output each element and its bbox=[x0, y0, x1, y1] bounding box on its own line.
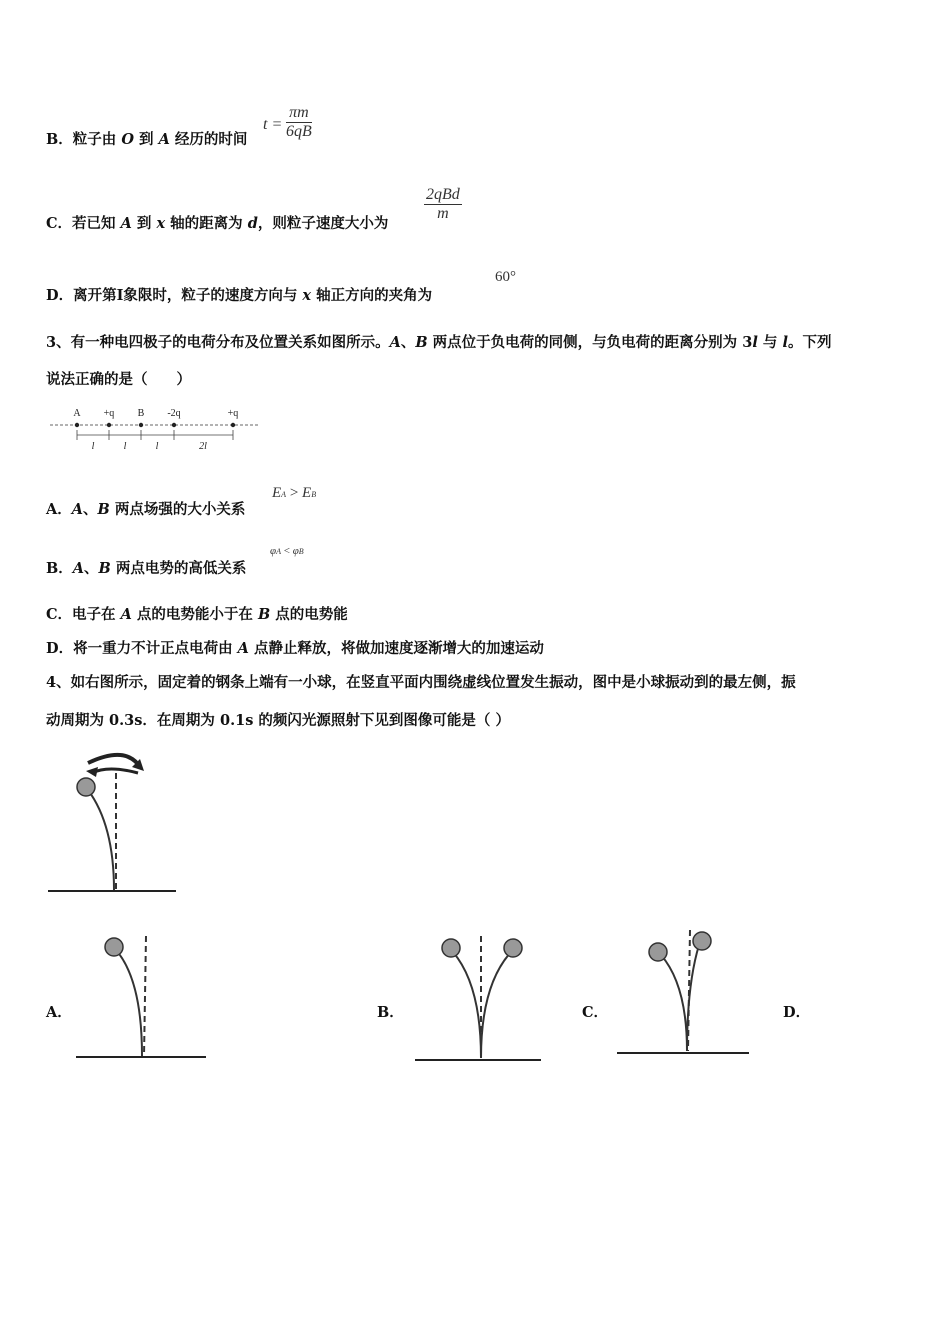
subscript: A bbox=[276, 547, 281, 556]
var-A: A bbox=[72, 560, 85, 577]
label-B: B bbox=[137, 408, 145, 419]
swing-arrow-bottom bbox=[92, 769, 138, 773]
text: 两点位于负电荷的同侧，与负电荷的距离分别为 3 bbox=[427, 334, 753, 351]
ball-left bbox=[649, 943, 667, 961]
fraction-numerator: πm bbox=[289, 104, 309, 121]
time-symbol: t = bbox=[263, 116, 283, 133]
spacing-label: l bbox=[91, 441, 95, 452]
q2-option-c bbox=[46, 212, 388, 233]
var-x: x bbox=[302, 287, 312, 304]
angle-value: 60° bbox=[495, 269, 516, 285]
point-plus-q-1 bbox=[107, 423, 111, 427]
text: 点静止释放，将做加速度逐渐增大的加速运动 bbox=[248, 640, 544, 657]
text: 轴的距离为 bbox=[165, 215, 248, 232]
fraction-numerator: 2qBd bbox=[426, 186, 460, 203]
text: 两点电势的高低关系 bbox=[110, 560, 247, 577]
text: 3、有一种电四极子的电荷分布及位置关系如图所示。 bbox=[46, 334, 390, 351]
text: 到 bbox=[133, 131, 159, 148]
spacing-label: 2l bbox=[199, 441, 207, 452]
steel-rod-right bbox=[481, 952, 511, 1058]
q3-option-b bbox=[46, 557, 246, 578]
option-a-label: A． bbox=[46, 1004, 72, 1021]
field-relation bbox=[272, 485, 316, 502]
point-A bbox=[75, 423, 79, 427]
subscript: B bbox=[311, 490, 317, 499]
symbol-phi: φ bbox=[292, 545, 299, 557]
label-plus-q: +q bbox=[103, 408, 115, 419]
option-b-label: B． bbox=[377, 1004, 404, 1021]
ball bbox=[77, 778, 95, 796]
text: B． bbox=[46, 560, 73, 577]
symbol-phi: φ bbox=[270, 545, 277, 557]
var-A: A bbox=[71, 501, 84, 518]
option-d-label: D． bbox=[783, 1004, 811, 1021]
option-b-figure bbox=[415, 930, 545, 1065]
fraction-denominator: m bbox=[437, 205, 449, 222]
text: 点的电势能 bbox=[270, 606, 348, 623]
point-plus-q-2 bbox=[231, 423, 235, 427]
text: 、 bbox=[400, 334, 416, 351]
text: 轴正方向的夹角为 bbox=[311, 287, 433, 304]
text: 、 bbox=[83, 501, 98, 518]
potential-relation bbox=[270, 545, 304, 557]
q4-stem-line2: 动周期为 0.3s．在周期为 0.1s 的频闪光源照射下见到图像可能是（ ） bbox=[46, 712, 510, 729]
spacing-label: l bbox=[155, 441, 159, 452]
label-plus-q: +q bbox=[227, 408, 239, 419]
var-B: B bbox=[257, 606, 271, 623]
point-B bbox=[139, 423, 143, 427]
text: D．离开第Ⅰ象限时，粒子的速度方向与 bbox=[46, 287, 303, 304]
speed-fraction bbox=[424, 186, 462, 223]
equilibrium-line bbox=[144, 936, 146, 1056]
option-c-figure bbox=[617, 925, 752, 1060]
var-O: O bbox=[121, 131, 134, 148]
text: D．将一重力不计正点电荷由 bbox=[46, 640, 238, 657]
ball bbox=[105, 938, 123, 956]
operator: < bbox=[280, 545, 293, 557]
subscript: B bbox=[298, 547, 304, 556]
symbol-E: E bbox=[272, 485, 282, 501]
ball-right bbox=[504, 939, 522, 957]
var-A: A bbox=[120, 215, 132, 232]
option-c-label: C． bbox=[582, 1004, 609, 1021]
text: 点的电势能小于在 bbox=[131, 606, 258, 623]
var-A: A bbox=[120, 606, 132, 623]
var-l: l bbox=[782, 334, 788, 351]
steel-rod bbox=[88, 790, 114, 890]
text: 经历的时间 bbox=[169, 131, 248, 148]
q3-option-c bbox=[46, 603, 348, 624]
option-a-figure bbox=[76, 930, 208, 1065]
text: A． bbox=[46, 501, 72, 518]
text: 到 bbox=[131, 215, 157, 232]
var-B: B bbox=[97, 501, 110, 518]
text: 。下列 bbox=[787, 334, 832, 351]
var-d: d bbox=[247, 215, 258, 232]
dimension-lines bbox=[77, 430, 233, 440]
steel-rod-left bbox=[453, 952, 481, 1058]
text: 与 bbox=[757, 334, 783, 351]
ball-left bbox=[442, 939, 460, 957]
var-B: B bbox=[98, 560, 111, 577]
oscillation-figure bbox=[48, 745, 178, 895]
text: C．若已知 bbox=[46, 215, 121, 232]
var-l: l bbox=[752, 334, 758, 351]
text: ，则粒子速度大小为 bbox=[257, 215, 389, 232]
q3-stem-line1 bbox=[46, 331, 831, 352]
q3-stem-line2: 说法正确的是（ ） bbox=[46, 371, 191, 388]
label-A: A bbox=[73, 408, 81, 419]
symbol-E: E bbox=[302, 485, 312, 501]
operator: > bbox=[286, 485, 303, 501]
time-fraction bbox=[286, 104, 312, 141]
quadrupole-figure bbox=[48, 400, 263, 455]
q3-option-d bbox=[46, 637, 544, 658]
var-A: A bbox=[237, 640, 249, 657]
text: 、 bbox=[84, 560, 99, 577]
subscript: A bbox=[281, 490, 287, 499]
q4-stem-line1: 4、如右图所示，固定着的钢条上端有一小球，在竖直平面内围绕虚线位置发生振动，图中是小球振动到的最左侧，振 bbox=[46, 674, 796, 691]
q2-option-d bbox=[46, 284, 432, 305]
var-x: x bbox=[156, 215, 166, 232]
point-minus-2q bbox=[172, 423, 176, 427]
spacing-label: l bbox=[123, 441, 127, 452]
text: B．粒子由 bbox=[46, 131, 122, 148]
steel-rod bbox=[116, 950, 142, 1056]
var-B: B bbox=[415, 334, 428, 351]
swing-arrow-top bbox=[88, 755, 140, 767]
label-minus-2q: -2q bbox=[167, 408, 181, 419]
arrow-head-left bbox=[86, 767, 98, 777]
text: 两点场强的大小关系 bbox=[109, 501, 246, 518]
steel-rod-left bbox=[661, 955, 687, 1051]
q3-option-a bbox=[46, 498, 245, 519]
fraction-denominator: 6qB bbox=[286, 123, 312, 140]
ball-right bbox=[693, 932, 711, 950]
q2-option-b bbox=[46, 128, 247, 149]
text: C．电子在 bbox=[46, 606, 121, 623]
var-A: A bbox=[158, 131, 170, 148]
var-A: A bbox=[389, 334, 401, 351]
